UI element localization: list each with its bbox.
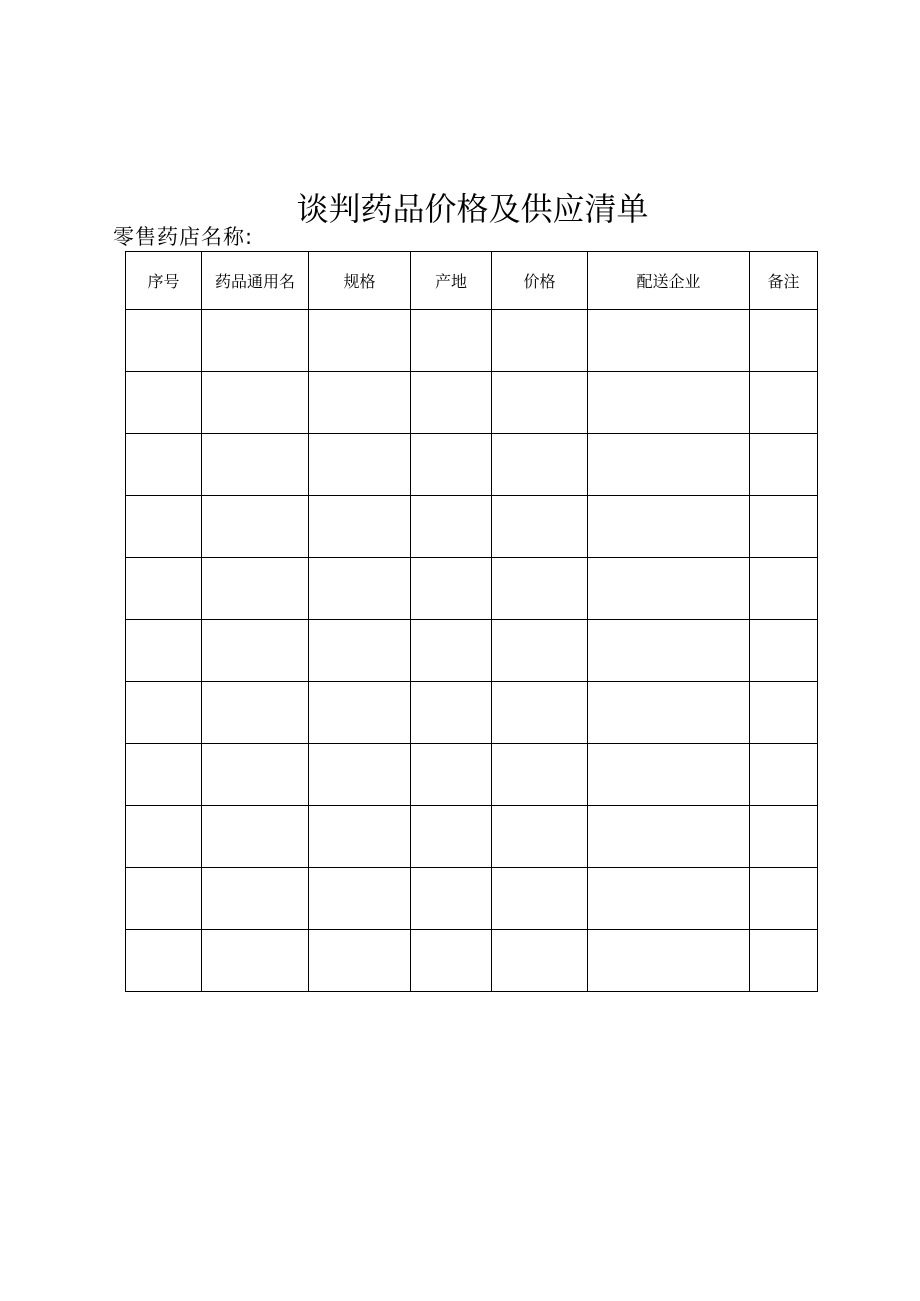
cell-origin [411, 868, 492, 930]
cell-price [492, 496, 588, 558]
cell-index [126, 372, 202, 434]
cell-drug-name [202, 372, 309, 434]
cell-distributor [588, 558, 750, 620]
document-title: 谈判药品价格及供应清单 [296, 190, 649, 229]
cell-price [492, 620, 588, 682]
cell-price [492, 372, 588, 434]
cell-remarks [750, 806, 818, 868]
cell-remarks [750, 496, 818, 558]
cell-origin [411, 558, 492, 620]
cell-remarks [750, 310, 818, 372]
cell-drug-name [202, 806, 309, 868]
cell-remarks [750, 682, 818, 744]
column-header-drug-name: 药品通用名 [202, 252, 309, 310]
cell-specification [309, 682, 411, 744]
cell-drug-name [202, 310, 309, 372]
cell-distributor [588, 372, 750, 434]
cell-specification [309, 744, 411, 806]
cell-price [492, 682, 588, 744]
cell-index [126, 310, 202, 372]
cell-remarks [750, 744, 818, 806]
store-name-label: 零售药店名称: [113, 225, 254, 249]
cell-origin [411, 372, 492, 434]
cell-specification [309, 558, 411, 620]
cell-distributor [588, 496, 750, 558]
cell-index [126, 682, 202, 744]
cell-specification [309, 620, 411, 682]
cell-origin [411, 930, 492, 992]
cell-specification [309, 496, 411, 558]
cell-remarks [750, 558, 818, 620]
table-body [126, 310, 818, 992]
cell-price [492, 744, 588, 806]
table-row [126, 868, 818, 930]
cell-remarks [750, 372, 818, 434]
cell-origin [411, 310, 492, 372]
table-row [126, 496, 818, 558]
cell-specification [309, 434, 411, 496]
cell-specification [309, 310, 411, 372]
cell-remarks [750, 620, 818, 682]
cell-distributor [588, 434, 750, 496]
cell-remarks [750, 434, 818, 496]
cell-distributor [588, 868, 750, 930]
cell-price [492, 868, 588, 930]
cell-origin [411, 806, 492, 868]
cell-distributor [588, 310, 750, 372]
cell-index [126, 744, 202, 806]
cell-distributor [588, 806, 750, 868]
cell-origin [411, 496, 492, 558]
cell-drug-name [202, 434, 309, 496]
column-header-index: 序号 [126, 252, 202, 310]
cell-origin [411, 434, 492, 496]
cell-origin [411, 744, 492, 806]
column-header-price: 价格 [492, 252, 588, 310]
table-row [126, 806, 818, 868]
cell-drug-name [202, 744, 309, 806]
cell-price [492, 434, 588, 496]
table-row [126, 682, 818, 744]
table-row [126, 744, 818, 806]
cell-specification [309, 372, 411, 434]
column-header-distributor: 配送企业 [588, 252, 750, 310]
table-row [126, 372, 818, 434]
cell-drug-name [202, 558, 309, 620]
cell-distributor [588, 930, 750, 992]
cell-index [126, 558, 202, 620]
cell-index [126, 868, 202, 930]
cell-price [492, 558, 588, 620]
cell-price [492, 930, 588, 992]
column-header-specification: 规格 [309, 252, 411, 310]
cell-origin [411, 682, 492, 744]
cell-index [126, 434, 202, 496]
cell-specification [309, 930, 411, 992]
cell-drug-name [202, 496, 309, 558]
cell-specification [309, 868, 411, 930]
cell-remarks [750, 868, 818, 930]
cell-drug-name [202, 620, 309, 682]
cell-price [492, 310, 588, 372]
cell-drug-name [202, 682, 309, 744]
table-header-row [126, 252, 818, 310]
cell-index [126, 496, 202, 558]
cell-index [126, 930, 202, 992]
column-header-origin: 产地 [411, 252, 492, 310]
cell-distributor [588, 620, 750, 682]
column-header-remarks: 备注 [750, 252, 818, 310]
cell-origin [411, 620, 492, 682]
cell-distributor [588, 682, 750, 744]
table-row [126, 310, 818, 372]
drug-price-table [125, 251, 818, 992]
cell-price [492, 806, 588, 868]
table-row [126, 558, 818, 620]
cell-distributor [588, 744, 750, 806]
table-row [126, 620, 818, 682]
cell-specification [309, 806, 411, 868]
table-row [126, 434, 818, 496]
table-row [126, 930, 818, 992]
cell-index [126, 806, 202, 868]
cell-drug-name [202, 868, 309, 930]
cell-drug-name [202, 930, 309, 992]
cell-index [126, 620, 202, 682]
cell-remarks [750, 930, 818, 992]
